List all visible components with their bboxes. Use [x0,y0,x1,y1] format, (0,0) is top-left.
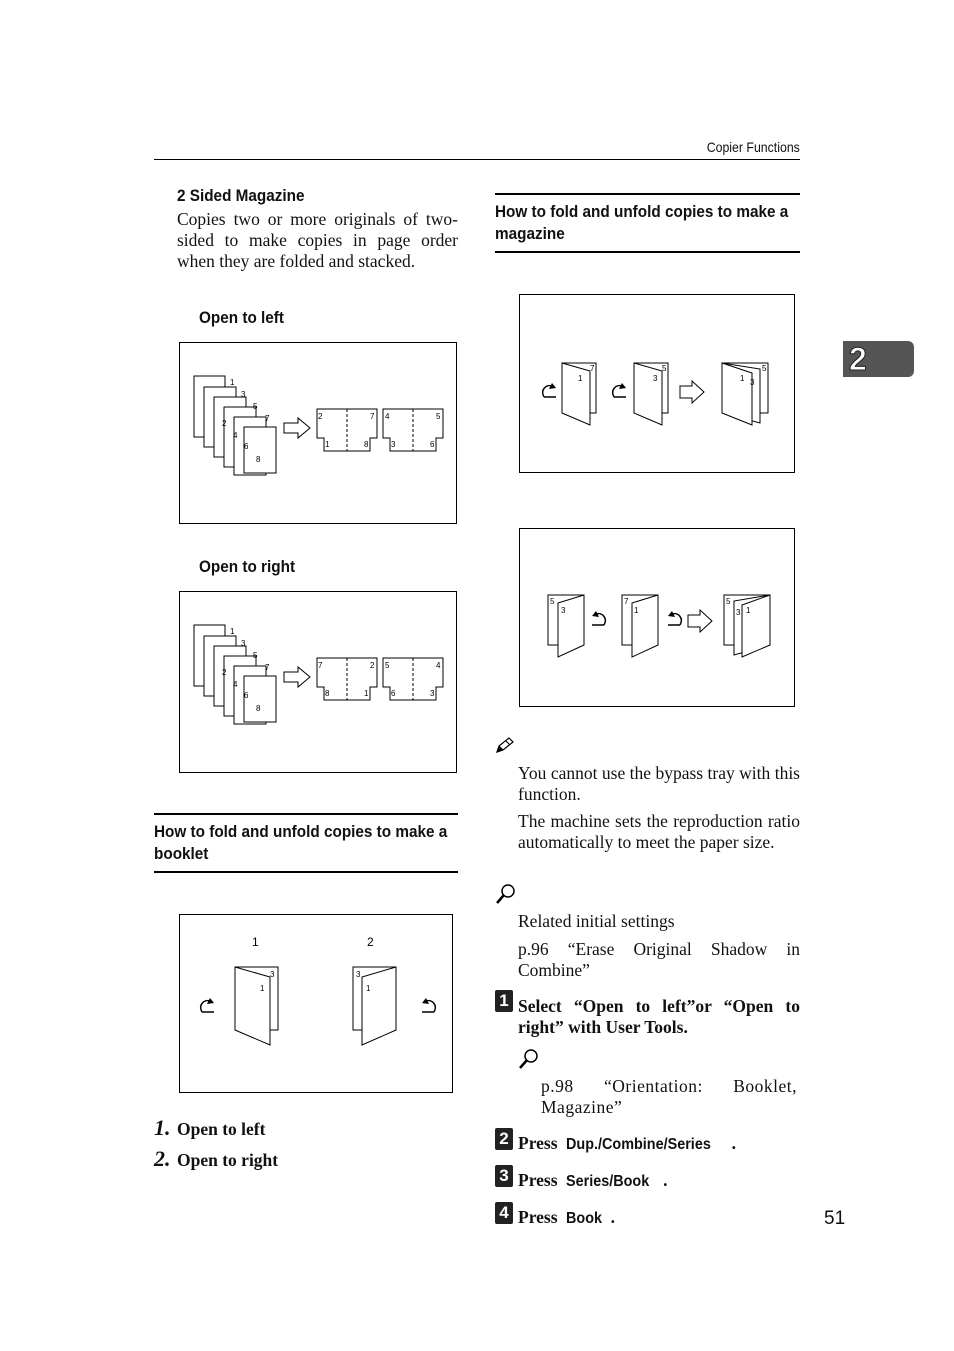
magazine-open-right-figure [519,528,795,707]
svg-text:8: 8 [325,689,330,698]
svg-text:1: 1 [746,606,751,615]
svg-text:1: 1 [325,440,330,449]
svg-text:4: 4 [385,412,390,421]
page-number: 51 [824,1208,846,1229]
list-text-2: Open to right [177,1150,279,1170]
running-header: Copier Functions [706,139,800,155]
step-3-number: 3 [495,1165,513,1187]
svg-text:1: 1 [740,374,745,383]
item-title: 2 Sided Magazine [177,186,305,205]
list-text-1: Open to left [177,1119,266,1139]
open-right-figure [179,591,457,773]
note-1: You cannot use the bypass tray with this function. [518,763,800,804]
svg-text:3: 3 [241,639,246,648]
svg-text:5: 5 [253,402,258,411]
step-1-number: 1 [495,990,513,1012]
svg-text:8: 8 [364,440,369,449]
series-book-key[interactable]: Series/Book [566,1173,650,1190]
step-2-suffix: . [731,1133,736,1153]
svg-text:3: 3 [736,608,741,617]
svg-text:3: 3 [391,440,396,449]
chapter-tab [843,341,914,377]
step-1-reference-link[interactable]: p.98 “Orientation: Booklet, Magazine” [541,1076,797,1117]
item-body: Copies two or more originals of two-sided to make copies in page order when they are folded and stacked. [177,209,458,271]
svg-text:3: 3 [270,970,275,979]
svg-text:5: 5 [436,412,441,421]
magazine-section-title: How to fold and unfold copies to make a magazine [495,202,789,243]
open-left-figure [179,342,457,524]
svg-text:6: 6 [244,442,249,451]
svg-text:1: 1 [230,627,235,636]
list-number-1: 1. [154,1115,171,1140]
svg-text:1: 1 [260,984,265,993]
svg-text:3: 3 [356,970,361,979]
svg-text:5: 5 [762,364,767,373]
list-number-2: 2. [154,1146,171,1171]
svg-text:8: 8 [256,704,261,713]
svg-text:1: 1 [366,984,371,993]
svg-text:4: 4 [233,680,238,689]
step-1-reference-icon [518,1048,540,1075]
svg-text:6: 6 [244,691,249,700]
note-2: The machine sets the reproduction ratio automatically to meet the paper size. [518,811,800,852]
magazine-section-header [495,193,800,253]
svg-text:1: 1 [364,689,369,698]
svg-text:2: 2 [222,419,227,428]
reference-magnifier-icon [495,883,517,910]
book-key[interactable]: Book [566,1210,603,1227]
svg-text:5: 5 [253,651,258,660]
svg-text:7: 7 [590,364,595,373]
booklet-fig-label-2: 2 [367,935,374,949]
magazine-open-left-figure [519,294,795,473]
open-right-label: Open to right [199,557,296,576]
step-4-suffix: . [610,1207,616,1227]
step-4-number: 4 [495,1202,513,1224]
step-2-prefix: Press [518,1133,558,1153]
step-4-prefix: Press [518,1207,558,1227]
reference-label: Related initial settings [518,911,675,931]
header-rule [154,159,800,160]
booklet-section-header [154,813,458,873]
svg-text:3: 3 [430,689,435,698]
svg-text:3: 3 [750,378,755,387]
svg-text:5: 5 [550,597,555,606]
svg-text:5: 5 [662,364,667,373]
svg-text:2: 2 [318,412,323,421]
svg-text:4: 4 [233,431,238,440]
step-3-suffix: . [663,1170,668,1190]
chapter-number: 2 [849,341,867,377]
svg-text:1: 1 [578,374,583,383]
reference-link[interactable]: p.96 “Erase Original Shadow in Combine” [518,939,800,980]
svg-text:7: 7 [318,661,323,670]
svg-text:5: 5 [726,597,731,606]
svg-text:1: 1 [634,606,639,615]
svg-text:1: 1 [230,378,235,387]
svg-text:6: 6 [391,689,396,698]
svg-text:8: 8 [256,455,261,464]
open-left-label: Open to left [199,308,285,327]
step-4-text [518,1207,615,1229]
step-3-prefix: Press [518,1170,558,1190]
svg-text:7: 7 [265,414,270,423]
step-2-text [518,1133,736,1155]
note-pencil-icon [495,737,515,760]
booklet-fig-label-1: 1 [252,935,259,949]
booklet-figure [179,914,453,1093]
dup-combine-series-key[interactable]: Dup./Combine/Series [566,1136,712,1153]
svg-text:7: 7 [624,597,629,606]
svg-text:5: 5 [385,661,390,670]
svg-text:6: 6 [430,440,435,449]
svg-text:2: 2 [222,668,227,677]
step-2-number: 2 [495,1128,513,1150]
step-3-text [518,1170,668,1192]
svg-text:4: 4 [436,661,441,670]
svg-text:3: 3 [241,390,246,399]
svg-text:7: 7 [370,412,375,421]
svg-text:3: 3 [653,374,658,383]
booklet-section-title: How to fold and unfold copies to make a booklet [154,822,448,863]
svg-text:7: 7 [265,663,270,672]
svg-text:3: 3 [561,606,566,615]
svg-text:2: 2 [370,661,375,670]
step-1-text: Select “Open to left”or “Open to right” with User Tools. [518,996,800,1037]
